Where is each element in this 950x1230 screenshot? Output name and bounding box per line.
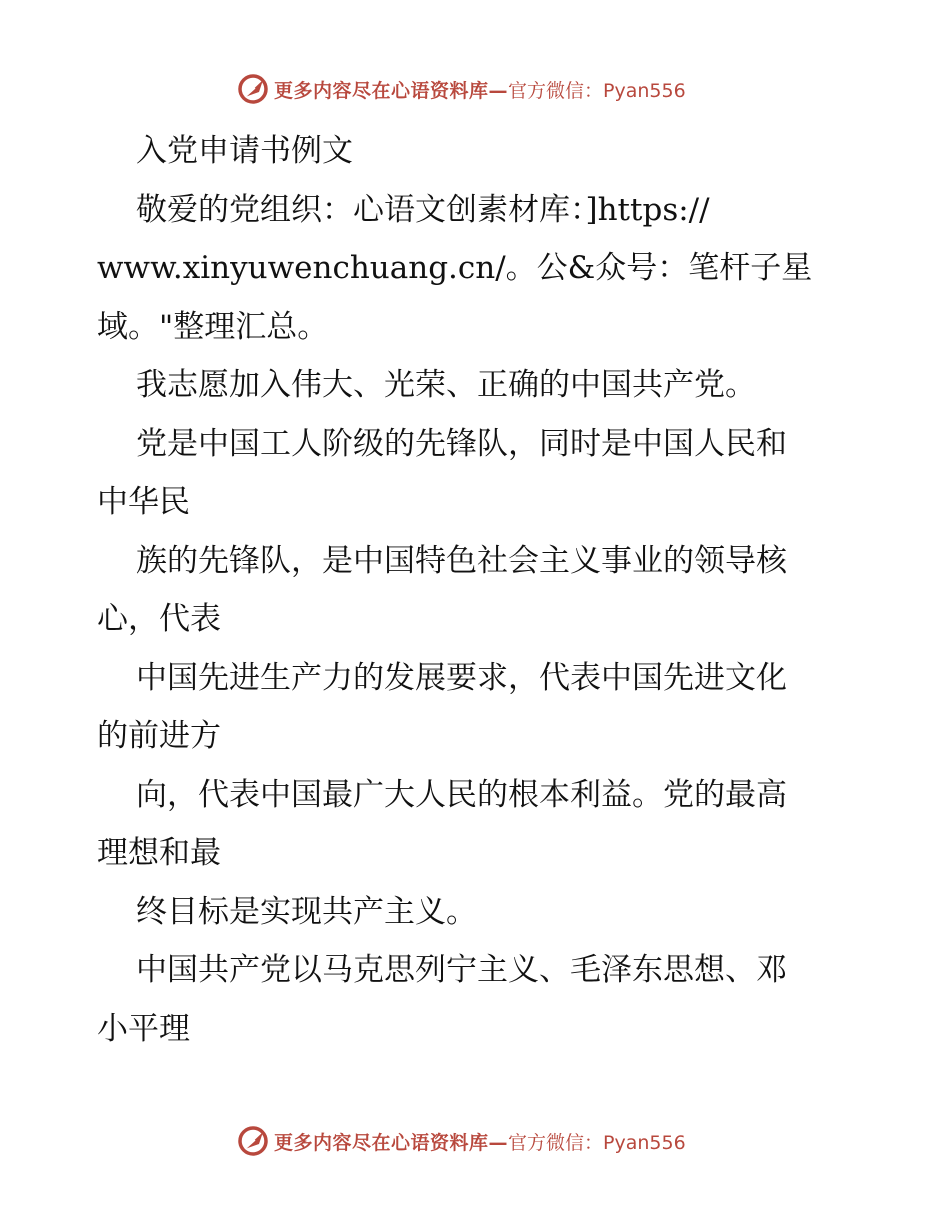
quill-logo-icon bbox=[236, 72, 270, 106]
doc-line: 族的先锋队，是中国特色社会主义事业的领导核 bbox=[136, 542, 787, 579]
document-body bbox=[97, 122, 857, 1058]
banner-title: 更多内容尽在心语资料库— bbox=[274, 79, 509, 102]
doc-line: 党是中国工人阶级的先锋队，同时是中国人民和 bbox=[136, 425, 787, 462]
doc-line: 的前进方 bbox=[97, 718, 221, 754]
footer-banner bbox=[236, 1124, 686, 1158]
banner-title: 更多内容尽在心语资料库— bbox=[274, 1131, 509, 1154]
doc-line: 向，代表中国最广大人民的根本利益。党的最高 bbox=[136, 776, 787, 813]
doc-line: 敬爱的党组织：心语文创素材库：]https:// bbox=[136, 191, 710, 228]
doc-line: 心，代表 bbox=[97, 601, 221, 637]
doc-line: 中华民 bbox=[97, 484, 190, 520]
doc-line: 小平理 bbox=[97, 1010, 190, 1047]
doc-line: 终目标是实现共产主义。 bbox=[136, 893, 477, 930]
doc-line: 中国共产党以马克思列宁主义、毛泽东思想、邓 bbox=[136, 952, 787, 988]
banner-wechat: 官方微信：Pyan556 bbox=[508, 79, 686, 102]
doc-line: 我志愿加入伟大、光荣、正确的中国共产党。 bbox=[136, 367, 756, 403]
header-banner bbox=[236, 72, 686, 106]
doc-line: www.xinyuwenchuang.cn/。公&众号：笔杆子星 bbox=[97, 250, 813, 286]
doc-title: 入党申请书例文 bbox=[136, 133, 353, 169]
banner-wechat: 官方微信：Pyan556 bbox=[508, 1131, 686, 1154]
quill-logo-icon bbox=[236, 1124, 270, 1158]
doc-line: 域。"整理汇总。 bbox=[97, 308, 329, 345]
doc-line: 中国先进生产力的发展要求，代表中国先进文化 bbox=[136, 659, 787, 696]
doc-line: 理想和最 bbox=[97, 835, 221, 871]
